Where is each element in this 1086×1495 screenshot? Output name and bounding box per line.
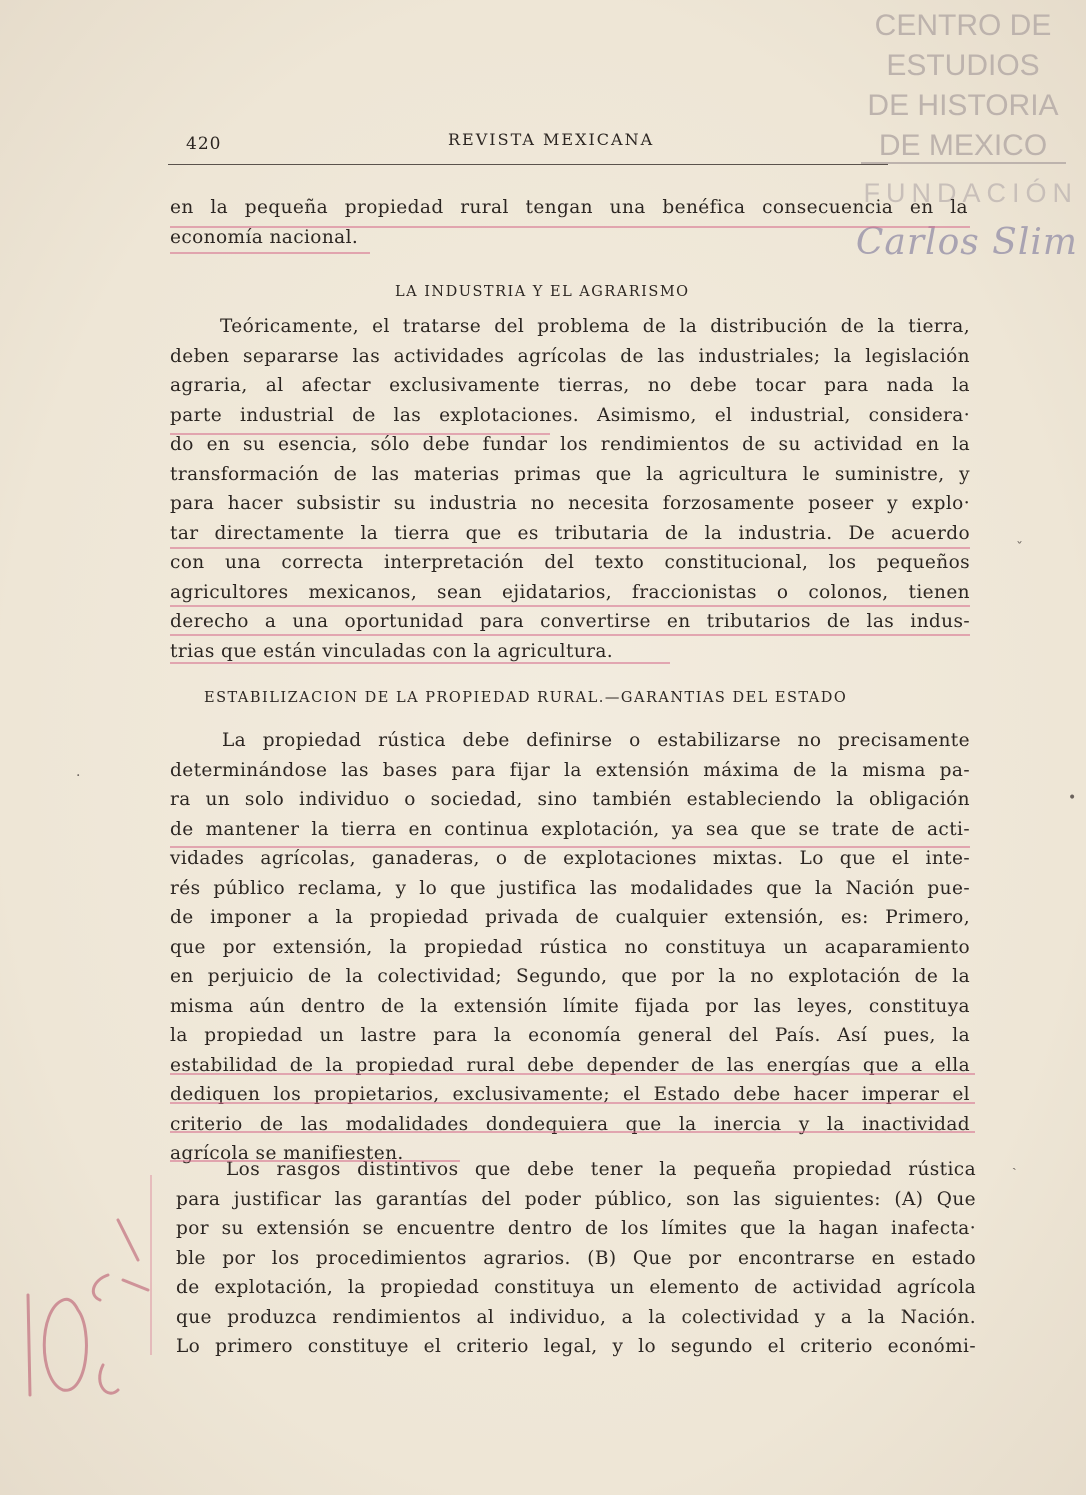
paragraph-line: do en su esencia, sólo debe fundar los rendimientos de su actividad en la bbox=[170, 434, 970, 455]
paragraph-line: parte industrial de las explotaciones. Asimismo, el industrial, considera· bbox=[170, 404, 970, 426]
page-number: 420 bbox=[186, 134, 222, 154]
section1-paragraph bbox=[170, 312, 970, 666]
paragraph-line: Teóricamente, el tratarse del problema de la distribución de la tierra, bbox=[220, 316, 970, 337]
paragraph-line: trias que están vinculadas con la agricultura. bbox=[170, 640, 614, 662]
paragraph-line: de mantener la tierra en continua explotación, ya sea que se trate de acti- bbox=[170, 818, 970, 840]
section-heading-estabilizacion: ESTABILIZACION DE LA PROPIEDAD RURAL.—GARANTIAS DEL ESTADO bbox=[204, 690, 848, 706]
speck: ˇ bbox=[1016, 540, 1023, 556]
highlight-mark bbox=[170, 605, 970, 607]
highlight-mark bbox=[170, 1131, 975, 1133]
intro-line: economía nacional. bbox=[170, 226, 359, 248]
highlight-mark bbox=[170, 547, 970, 549]
speck: · bbox=[76, 768, 81, 784]
paragraph-line: de explotación, la propiedad constituya un elemento de actividad agrícola bbox=[176, 1277, 976, 1298]
highlight-mark bbox=[170, 846, 970, 848]
intro-paragraph bbox=[170, 193, 968, 252]
paragraph-line: la propiedad un lastre para la economía general del País. Así pues, la bbox=[170, 1025, 970, 1046]
highlight-mark bbox=[170, 634, 970, 636]
paragraph-line: Lo primero constituye el criterio legal, y lo segundo el criterio económi- bbox=[176, 1336, 976, 1357]
highlight-mark bbox=[170, 1073, 975, 1075]
paragraph-line: ble por los procedimientos agrarios. (B) Que por encontrarse en estado bbox=[176, 1247, 976, 1269]
paragraph-line: tar directamente la tierra que es tributaria de la industria. De acuerdo bbox=[170, 522, 970, 544]
paragraph-line: deben separarse las actividades agrícolas de las industriales; la legislación bbox=[170, 345, 970, 367]
section-heading-industria: LA INDUSTRIA Y EL AGRARISMO bbox=[395, 284, 690, 300]
margin-annotation bbox=[8, 1200, 158, 1410]
paragraph-line: criterio de las modalidades dondequiera que la inercia y la inactividad bbox=[170, 1113, 970, 1135]
intro-line: en la pequeña propiedad rural tengan una benéfica consecuencia en la bbox=[170, 197, 968, 218]
speck: ˎ bbox=[1012, 1155, 1017, 1171]
paragraph-line: estabilidad de la propiedad rural debe depender de las energías que a ella bbox=[170, 1054, 970, 1076]
paragraph-line: determinándose las bases para fijar la extensión máxima de la misma pa- bbox=[170, 759, 970, 781]
paragraph-line: Los rasgos distintivos que debe tener la pequeña propiedad rústica bbox=[226, 1159, 976, 1180]
paragraph-line: agraria, al afectar exclusivamente tierras, no debe tocar para nada la bbox=[170, 375, 970, 396]
highlight-mark bbox=[170, 1160, 460, 1162]
highlight-mark bbox=[170, 433, 550, 435]
highlight-mark bbox=[170, 252, 370, 254]
section2-paragraph-2 bbox=[176, 1155, 976, 1362]
paragraph-line: La propiedad rústica debe definirse o estabilizarse no precisamente bbox=[222, 730, 970, 751]
paragraph-line: dediquen los propietarios, exclusivamente; el Estado debe hacer imperar el bbox=[170, 1084, 970, 1105]
margin-annotation-text: 10 bbox=[8, 1200, 10, 1201]
paragraph-line: rés público reclama, y lo que justifica las modalidades que la Nación pue- bbox=[170, 877, 970, 899]
speck: • bbox=[1068, 790, 1077, 806]
paragraph-line: con una correcta interpretación del texto constitucional, los pequeños bbox=[170, 552, 970, 573]
stamp-line-1: CENTRO DE bbox=[874, 9, 1052, 42]
stamp-line-2: ESTUDIOS bbox=[886, 49, 1040, 82]
highlight-mark bbox=[170, 1102, 975, 1104]
paragraph-line: por su extensión se encuentre dentro de los límites que la hagan inafecta· bbox=[176, 1218, 976, 1239]
paragraph-line: para justificar las garantías del poder público, son las siguientes: (A) Que bbox=[176, 1188, 976, 1210]
paragraph-line: derecho a una oportunidad para convertirse en tributarios de las indus- bbox=[170, 611, 970, 632]
paragraph-line: ra un solo individuo o sociedad, sino también estableciendo la obligación bbox=[170, 789, 970, 810]
stamp-underline bbox=[861, 162, 1066, 164]
signature: Carlos Slim bbox=[855, 222, 1078, 263]
paragraph-line: agrícola se manifiesten. bbox=[170, 1143, 404, 1164]
foundation-label: FUNDACIÓN bbox=[863, 178, 1078, 208]
paragraph-line: de imponer a la propiedad privada de cualquier extensión, es: Primero, bbox=[170, 907, 970, 928]
paragraph-line: transformación de las materias primas que la agricultura le suministre, y bbox=[170, 463, 970, 485]
running-title: REVISTA MEXICANA bbox=[448, 130, 655, 149]
stamp-line-4: DE MEXICO bbox=[878, 129, 1048, 162]
paragraph-line: que por extensión, la propiedad rústica no constituya un acaparamiento bbox=[170, 936, 970, 958]
paragraph-line: que produzca rendimientos al individuo, a la colectividad y a la Nación. bbox=[176, 1306, 976, 1328]
stamp-line-3: DE HISTORIA bbox=[867, 89, 1059, 122]
highlight-mark bbox=[170, 662, 670, 664]
paragraph-line: vidades agrícolas, ganaderas, o de explotaciones mixtas. Lo que el inte- bbox=[170, 848, 970, 869]
paragraph-line: en perjuicio de la colectividad; Segundo, que por la no explotación de la bbox=[170, 966, 970, 987]
header-rule bbox=[168, 164, 888, 165]
archive-stamp bbox=[858, 6, 1068, 166]
highlight-mark bbox=[170, 226, 970, 228]
paragraph-line: para hacer subsistir su industria no necesita forzosamente poseer y explo· bbox=[170, 493, 970, 514]
paragraph-line: misma aún dentro de la extensión límite fijada por las leyes, constituya bbox=[170, 995, 970, 1017]
paragraph-line: agricultores mexicanos, sean ejidatarios, fraccionistas o colonos, tienen bbox=[170, 581, 970, 603]
